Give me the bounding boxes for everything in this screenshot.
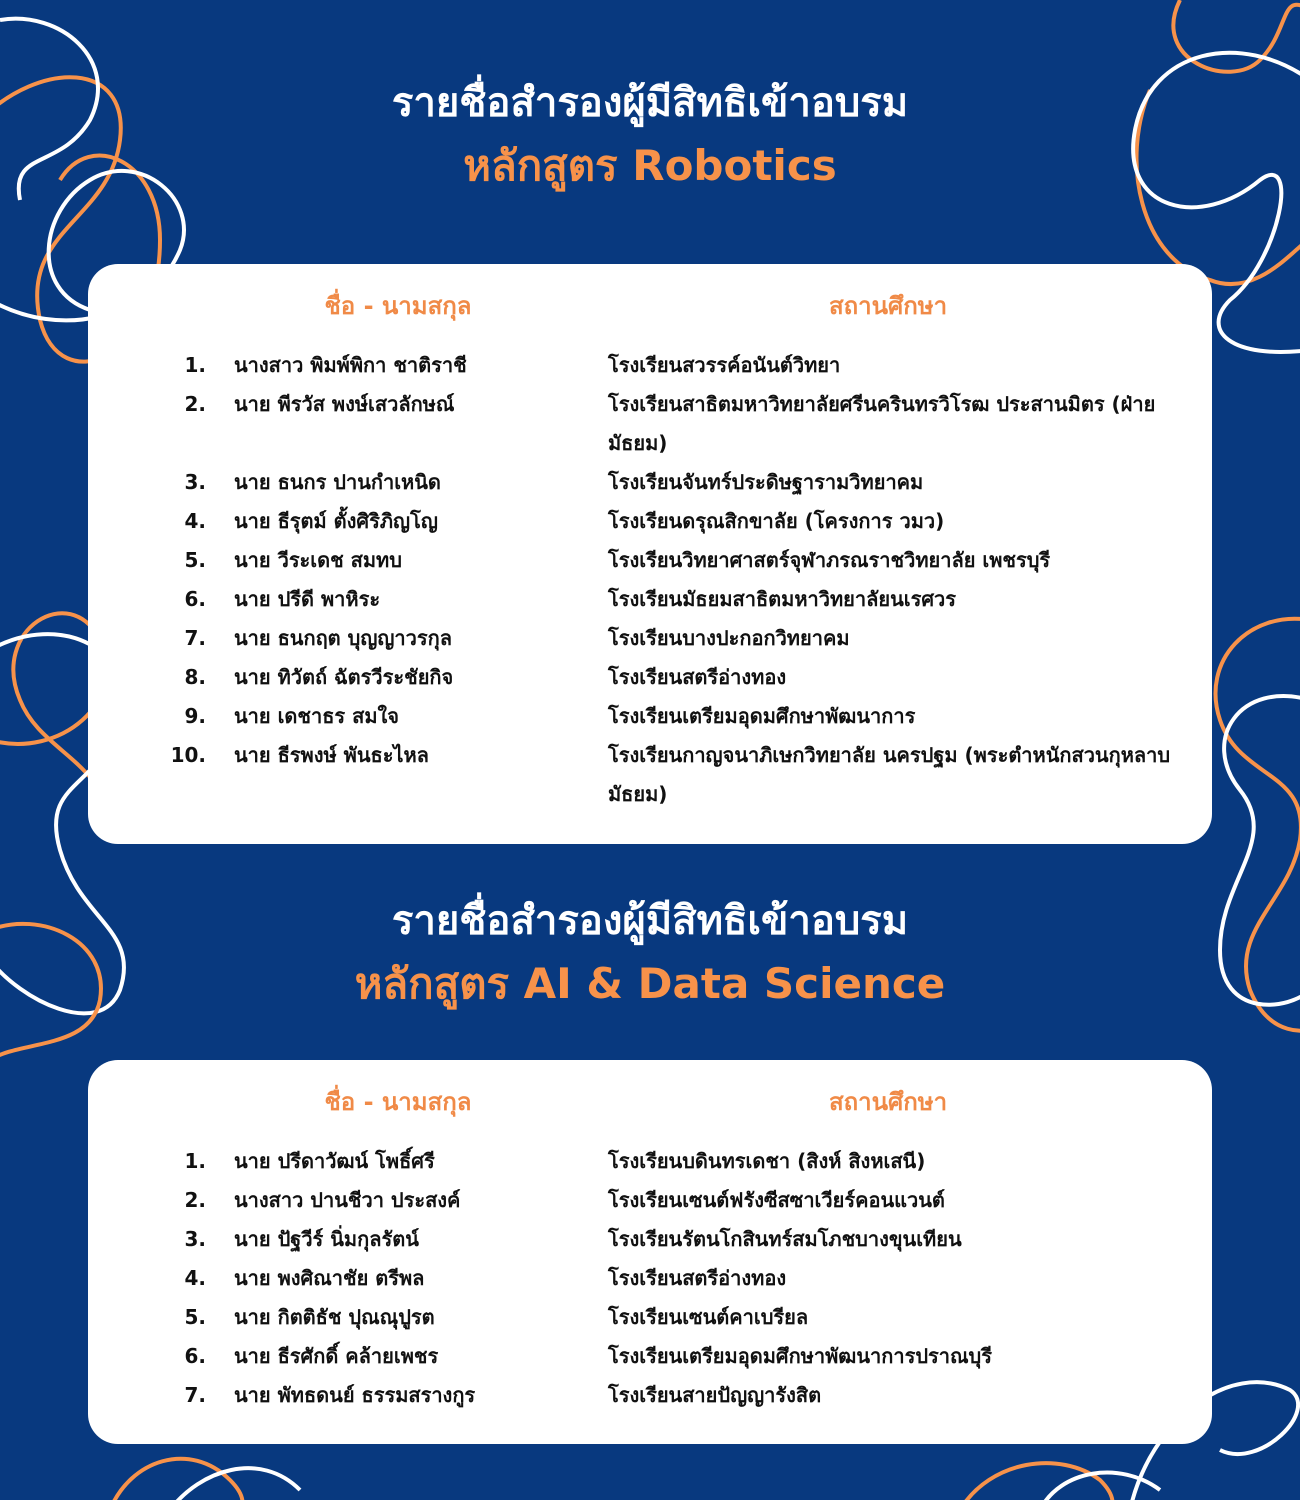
row-school: โรงเรียนสตรีอ่างทอง <box>608 665 787 689</box>
table-row <box>88 736 1212 814</box>
row-number: 10. <box>170 743 206 767</box>
robotics-rows <box>88 346 1212 814</box>
row-number: 7. <box>184 1383 206 1407</box>
row-number: 2. <box>184 392 206 416</box>
row-name: นางสาว พิมพ์พิกา ชาติราชี <box>234 353 467 377</box>
section-title: รายชื่อสำรองผู้มีสิทธิเข้าอบรม <box>391 80 909 126</box>
row-number: 6. <box>184 1344 206 1368</box>
column-header-school: สถานศึกษา <box>828 1088 948 1116</box>
ai-data-science-rows <box>88 1142 1212 1415</box>
section-title: รายชื่อสำรองผู้มีสิทธิเข้าอบรม <box>391 898 909 944</box>
row-name: นาย พงศิณาชัย ตรีพล <box>234 1266 425 1290</box>
robotics-table-card <box>88 264 1212 844</box>
row-name: นาย ทิวัตถ์ ฉัตรวีระชัยกิจ <box>234 665 454 689</box>
table-row <box>88 463 1212 502</box>
row-name: นาย ธีรพงษ์ พันธะไหล <box>234 743 429 767</box>
table-row <box>88 1337 1212 1376</box>
table-row <box>88 1298 1212 1337</box>
row-school: โรงเรียนเซนต์คาเบรียล <box>608 1305 809 1329</box>
row-number: 5. <box>184 548 206 572</box>
ai-data-science-table-card <box>88 1060 1212 1444</box>
row-name: นางสาว ปานชีวา ประสงค์ <box>234 1188 461 1212</box>
squiggle-orange-bottom-left <box>110 1459 243 1500</box>
row-school: โรงเรียนสายปัญญารังสิต <box>608 1383 822 1407</box>
row-name: นาย ปัฐวีร์ นิ่มกุลรัตน์ <box>234 1227 419 1251</box>
row-school: โรงเรียนสตรีอ่างทอง <box>608 1266 787 1290</box>
row-number: 5. <box>184 1305 206 1329</box>
course-title: หลักสูตร Robotics <box>463 141 837 190</box>
table-row <box>88 1376 1212 1415</box>
column-header-school: สถานศึกษา <box>828 292 948 320</box>
table-row <box>88 541 1212 580</box>
row-school: โรงเรียนดรุณสิกขาลัย (โครงการ วมว) <box>608 509 945 533</box>
table-row <box>88 1181 1212 1220</box>
row-number: 4. <box>184 1266 206 1290</box>
table-row <box>88 1142 1212 1181</box>
row-name: นาย ธนกฤต บุญญาวรกุล <box>234 626 452 650</box>
row-number: 2. <box>184 1188 206 1212</box>
table-row <box>88 1220 1212 1259</box>
column-header-name: ชื่อ - นามสกุล <box>324 292 472 320</box>
row-school: โรงเรียนสาธิตมหาวิทยาลัยศรีนครินทรวิโรฒ ประสานมิตร (ฝ่ายมัธยม) <box>608 392 1156 455</box>
row-school: โรงเรียนจันทร์ประดิษฐารามวิทยาคม <box>608 470 924 494</box>
table-row <box>88 580 1212 619</box>
row-name: นาย ธีรุตม์ ตั้งศิริภิญโญ <box>234 509 438 533</box>
row-school: โรงเรียนรัตนโกสินทร์สมโภชบางขุนเทียน <box>608 1227 962 1251</box>
squiggle-orange-bottom-right <box>960 1463 1113 1500</box>
row-number: 9. <box>184 704 206 728</box>
row-name: นาย กิตติธัช ปุณณุปูรต <box>234 1305 435 1329</box>
row-name: นาย ปรีดาวัฒน์ โพธิ์ศรี <box>234 1149 435 1173</box>
row-school: โรงเรียนสวรรค์อนันต์วิทยา <box>608 353 841 377</box>
row-number: 4. <box>184 509 206 533</box>
row-number: 1. <box>184 1149 206 1173</box>
row-number: 1. <box>184 353 206 377</box>
row-school: โรงเรียนวิทยาศาสตร์จุฬาภรณราชวิทยาลัย เพชรบุรี <box>608 548 1051 572</box>
table-row <box>88 385 1212 463</box>
row-name: นาย วีระเดช สมทบ <box>234 548 402 572</box>
course-title: หลักสูตร AI & Data Science <box>354 959 946 1008</box>
row-school: โรงเรียนบดินทรเดชา (สิงห์ สิงหเสนี) <box>608 1149 926 1173</box>
row-school: โรงเรียนกาญจนาภิเษกวิทยาลัย นครปฐม (พระตำหนักสวนกุหลาบมัธยม) <box>608 743 1171 806</box>
column-header-name: ชื่อ - นามสกุล <box>324 1088 472 1116</box>
section-heading-ai-data-science <box>0 896 1300 1011</box>
row-number: 6. <box>184 587 206 611</box>
row-name: นาย ธนกร ปานกำเหนิด <box>234 470 441 494</box>
table-row <box>88 658 1212 697</box>
row-name: นาย ปรีดี พาหิระ <box>234 587 381 611</box>
row-school: โรงเรียนเซนต์ฟรังซีสซาเวียร์คอนแวนต์ <box>608 1188 945 1212</box>
table-row <box>88 697 1212 736</box>
row-name: นาย พีรวัส พงษ์เสวลักษณ์ <box>234 392 455 416</box>
section-heading-robotics <box>0 78 1300 193</box>
row-number: 3. <box>184 1227 206 1251</box>
row-school: โรงเรียนมัธยมสาธิตมหาวิทยาลัยนเรศวร <box>608 587 956 611</box>
row-school: โรงเรียนเตรียมอุดมศึกษาพัฒนาการ <box>608 704 916 728</box>
row-name: นาย เดชาธร สมใจ <box>234 704 399 728</box>
table-row <box>88 619 1212 658</box>
row-school: โรงเรียนบางปะกอกวิทยาคม <box>608 626 850 650</box>
row-school: โรงเรียนเตรียมอุดมศึกษาพัฒนาการปราณบุรี <box>608 1344 992 1368</box>
table-row <box>88 1259 1212 1298</box>
row-number: 7. <box>184 626 206 650</box>
row-name: นาย ธีรศักดิ์ คล้ายเพชร <box>234 1344 439 1368</box>
row-name: นาย พัทธดนย์ ธรรมสรางกูร <box>234 1383 476 1407</box>
row-number: 8. <box>184 665 206 689</box>
table-row <box>88 502 1212 541</box>
table-row <box>88 346 1212 385</box>
row-number: 3. <box>184 470 206 494</box>
